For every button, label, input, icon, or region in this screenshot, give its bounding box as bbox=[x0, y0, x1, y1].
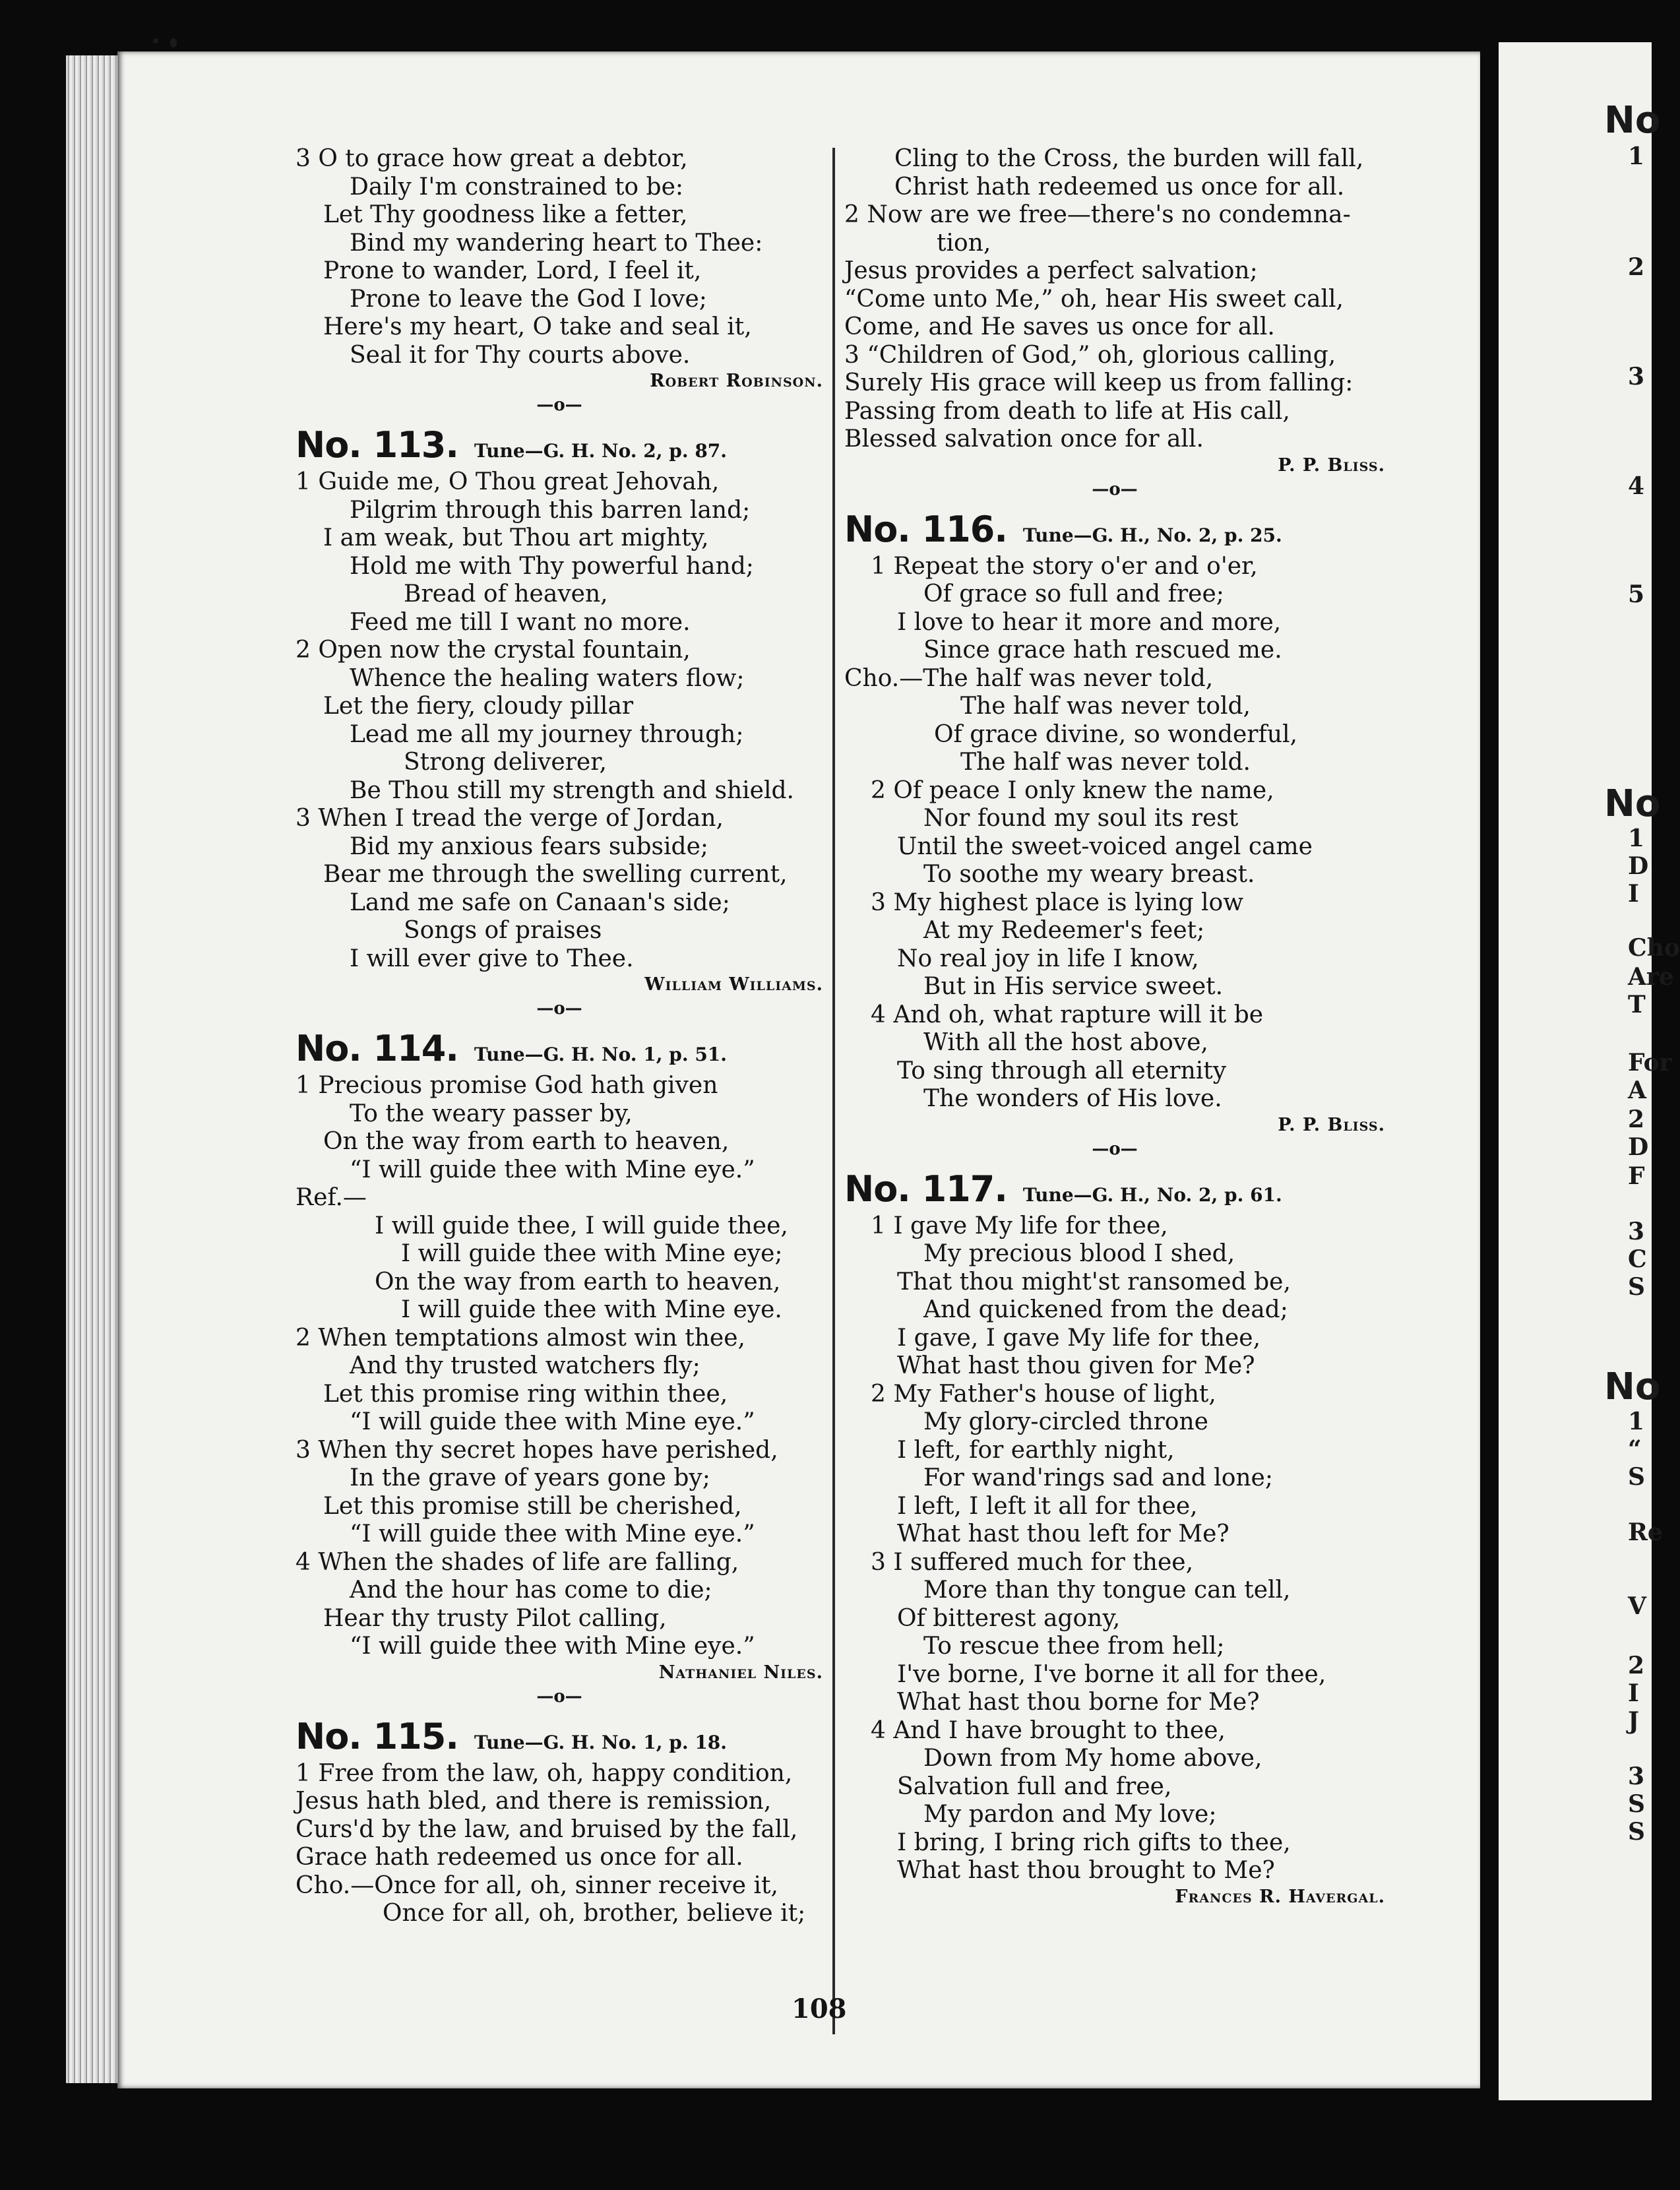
verse-line: I left, I left it all for thee, bbox=[897, 1492, 1198, 1520]
verse-line: What hast thou left for Me? bbox=[897, 1520, 1229, 1548]
hymn-heading bbox=[844, 509, 1385, 550]
verse-line: Ref.— bbox=[296, 1184, 367, 1211]
facing-page-text: 5 bbox=[1628, 580, 1645, 608]
facing-page-edge bbox=[1499, 42, 1680, 2100]
verse-line: Until the sweet-voiced angel came bbox=[897, 832, 1313, 860]
facing-page-text: No bbox=[1604, 782, 1661, 825]
verse-line: Whence the healing waters flow; bbox=[350, 664, 745, 692]
facing-page-text: V bbox=[1628, 1592, 1646, 1620]
verse-line: Jesus provides a perfect salvation; bbox=[844, 257, 1258, 284]
verse-line: 2 Now are we free—there's no condemna- bbox=[844, 201, 1351, 228]
hymn-heading bbox=[296, 424, 823, 466]
facing-page-text: I bbox=[1628, 880, 1639, 908]
verse-line: 2 Of peace I only knew the name, bbox=[871, 776, 1274, 804]
verse-line: Pilgrim through this barren land; bbox=[350, 496, 751, 524]
verse-line: 4 And oh, what rapture will it be bbox=[871, 1001, 1264, 1028]
facing-page-text: 3 bbox=[1628, 363, 1645, 391]
verse-line: Seal it for Thy courts above. bbox=[350, 341, 691, 369]
verse-line: Blessed salvation once for all. bbox=[844, 425, 1204, 453]
tune-reference: Tune—G. H. No. 1, p. 18. bbox=[474, 1731, 728, 1753]
verse-line: To soothe my weary breast. bbox=[923, 861, 1255, 888]
facing-page-text: 3 C bbox=[1628, 1218, 1647, 1273]
hymn-heading bbox=[296, 1716, 823, 1757]
verse-line: Bear me through the swelling current, bbox=[323, 861, 788, 888]
verse-line: Jesus hath bled, and there is remission, bbox=[296, 1788, 772, 1815]
verse-line: On the way from earth to heaven, bbox=[375, 1268, 781, 1296]
verse-line: I bring, I bring rich gifts to thee, bbox=[897, 1829, 1291, 1856]
verse-line: Cho.—The half was never told, bbox=[844, 664, 1214, 692]
verse-line: I am weak, but Thou art mighty, bbox=[323, 524, 709, 551]
verse-line: My pardon and My love; bbox=[923, 1801, 1217, 1828]
hymn-heading bbox=[844, 1168, 1385, 1210]
verse-line: 3 My highest place is lying low bbox=[871, 889, 1244, 916]
verse-line: Bread of heaven, bbox=[404, 580, 608, 608]
facing-page-text: S bbox=[1628, 1463, 1645, 1491]
facing-page-text: 1 bbox=[1628, 142, 1645, 170]
facing-page-text: J bbox=[1628, 1707, 1640, 1735]
verse-line: What hast thou given for Me? bbox=[897, 1352, 1255, 1379]
verse-line: I will guide thee with Mine eye. bbox=[401, 1296, 782, 1323]
facing-page-text: Cho bbox=[1628, 934, 1680, 962]
verse-line: 3 I suffered much for thee, bbox=[871, 1548, 1194, 1576]
right-column bbox=[844, 145, 1385, 1907]
verse-line: Come, and He saves us once for all. bbox=[844, 313, 1275, 340]
verse-line: “I will guide thee with Mine eye.” bbox=[350, 1156, 755, 1183]
page-edge-stack bbox=[66, 55, 123, 2083]
verse-line: Let this promise still be cherished, bbox=[323, 1492, 742, 1520]
hymn-author: P. P. Bliss. bbox=[1278, 454, 1385, 476]
verse-line: 3 When I tread the verge of Jordan, bbox=[296, 805, 724, 832]
hymn-author: P. P. Bliss. bbox=[1278, 1114, 1385, 1135]
verse-line: 2 When temptations almost win thee, bbox=[296, 1324, 745, 1352]
verse-line: 1 Guide me, O Thou great Jehovah, bbox=[296, 468, 720, 495]
verse-line: On the way from earth to heaven, bbox=[323, 1128, 730, 1155]
left-column bbox=[296, 145, 823, 1928]
verse-line: Once for all, oh, brother, believe it; bbox=[383, 1900, 806, 1927]
verse-line: Daily I'm constrained to be: bbox=[350, 173, 684, 201]
verse-line: “I will guide thee with Mine eye.” bbox=[350, 1520, 755, 1548]
verse-line: Bind my wandering heart to Thee: bbox=[350, 229, 763, 257]
verse-line: Nor found my soul its rest bbox=[923, 805, 1239, 832]
verse-line: For wand'rings sad and lone; bbox=[923, 1464, 1273, 1491]
hymn-author: Frances R. Havergal. bbox=[1175, 1886, 1385, 1907]
verse-line: To rescue thee from hell; bbox=[923, 1633, 1225, 1660]
facing-page-text: 1 D bbox=[1628, 825, 1649, 880]
hymn-separator: —o— bbox=[536, 999, 582, 1018]
speck bbox=[153, 38, 158, 44]
hymn-separator: —o— bbox=[536, 1686, 582, 1706]
verse-line: 3 O to grace how great a debtor, bbox=[296, 145, 688, 172]
hymn-number: No. 116. bbox=[844, 508, 1007, 550]
tune-reference: Tune—G. H., No. 2, p. 61. bbox=[1022, 1183, 1282, 1206]
verse-line: And quickened from the dead; bbox=[923, 1296, 1288, 1323]
facing-page-text: 2 bbox=[1628, 253, 1645, 281]
verse-line: What hast thou brought to Me? bbox=[897, 1857, 1275, 1884]
tune-reference: Tune—G. H. No. 2, p. 87. bbox=[474, 440, 728, 462]
facing-page-text: 2 I bbox=[1628, 1652, 1645, 1707]
hymn-separator: —o— bbox=[1092, 479, 1138, 499]
verse-line: 1 Precious promise God hath given bbox=[296, 1072, 718, 1099]
facing-page-text: 3 S bbox=[1628, 1763, 1645, 1818]
facing-page-text: A bbox=[1628, 1077, 1646, 1104]
verse-line: “I will guide thee with Mine eye.” bbox=[350, 1633, 755, 1660]
verse-line: tion, bbox=[937, 229, 991, 257]
verse-line: The wonders of His love. bbox=[923, 1085, 1222, 1112]
verse-line: Cho.—Once for all, oh, sinner receive it, bbox=[296, 1871, 778, 1899]
verse-line: And thy trusted watchers fly; bbox=[350, 1352, 700, 1379]
facing-page-text: Are bbox=[1628, 963, 1674, 991]
verse-line: No real joy in life I know, bbox=[897, 945, 1199, 972]
verse-line: I will guide thee, I will guide thee, bbox=[375, 1212, 788, 1239]
verse-line: 4 And I have brought to thee, bbox=[871, 1716, 1226, 1744]
facing-page-text: No bbox=[1604, 99, 1661, 142]
tune-reference: Tune—G. H., No. 2, p. 25. bbox=[1022, 524, 1282, 546]
verse-line: 3 “Children of God,” oh, glorious calling, bbox=[844, 341, 1336, 369]
verse-line: Prone to leave the God I love; bbox=[350, 285, 707, 313]
verse-line: Here's my heart, O take and seal it, bbox=[323, 313, 752, 340]
facing-page-text: Re bbox=[1628, 1518, 1663, 1546]
verse-line: In the grave of years gone by; bbox=[350, 1464, 710, 1491]
hymn-author: William Williams. bbox=[644, 974, 823, 995]
verse-line: Grace hath redeemed us once for all. bbox=[296, 1844, 743, 1871]
verse-line: Lead me all my journey through; bbox=[350, 720, 744, 748]
verse-line: What hast thou borne for Me? bbox=[897, 1689, 1260, 1716]
verse-line: Of grace divine, so wonderful, bbox=[934, 720, 1297, 748]
facing-page-text: S bbox=[1628, 1273, 1645, 1301]
verse-line: More than thy tongue can tell, bbox=[923, 1577, 1291, 1604]
facing-page-text: For bbox=[1628, 1049, 1672, 1077]
hymn-separator: —o— bbox=[1092, 1139, 1138, 1159]
verse-line: At my Redeemer's feet; bbox=[923, 917, 1205, 944]
facing-page-text: S bbox=[1628, 1818, 1645, 1846]
speck bbox=[170, 38, 177, 47]
verse-line: Let Thy goodness like a fetter, bbox=[323, 201, 688, 228]
column-divider bbox=[832, 148, 835, 2034]
verse-line: And the hour has come to die; bbox=[350, 1577, 712, 1604]
facing-page-text: F bbox=[1628, 1162, 1645, 1190]
verse-line: My glory-circled throne bbox=[923, 1408, 1208, 1435]
facing-page-text: 1 “ bbox=[1628, 1408, 1645, 1463]
verse-line: Of bitterest agony, bbox=[897, 1604, 1121, 1632]
verse-line: I gave, I gave My life for thee, bbox=[897, 1324, 1261, 1352]
verse-line: With all the host above, bbox=[923, 1029, 1208, 1056]
verse-line: 1 I gave My life for thee, bbox=[871, 1212, 1168, 1239]
verse-line: “Come unto Me,” oh, hear His sweet call, bbox=[844, 285, 1344, 313]
verse-line: I will ever give to Thee. bbox=[350, 945, 634, 972]
verse-line: Bid my anxious fears subside; bbox=[350, 832, 709, 860]
facing-page-text: 4 bbox=[1628, 472, 1645, 500]
verse-line: 3 When thy secret hopes have perished, bbox=[296, 1436, 778, 1464]
verse-line: Down from My home above, bbox=[923, 1745, 1262, 1772]
verse-line: Land me safe on Canaan's side; bbox=[350, 889, 730, 916]
verse-line: 2 Open now the crystal fountain, bbox=[296, 637, 691, 664]
verse-line: 4 When the shades of life are falling, bbox=[296, 1548, 739, 1576]
verse-line: The half was never told. bbox=[960, 749, 1251, 776]
verse-line: Hold me with Thy powerful hand; bbox=[350, 552, 754, 580]
verse-line: Let this promise ring within thee, bbox=[323, 1380, 728, 1408]
verse-line: The half was never told, bbox=[960, 693, 1251, 720]
verse-line: Since grace hath rescued me. bbox=[923, 637, 1282, 664]
verse-line: But in His service sweet. bbox=[923, 973, 1224, 1000]
verse-line: Be Thou still my strength and shield. bbox=[350, 776, 794, 804]
hymn-number: No. 114. bbox=[296, 1028, 458, 1069]
tune-reference: Tune—G. H. No. 1, p. 51. bbox=[474, 1044, 728, 1065]
page-number: 108 bbox=[792, 1993, 847, 2024]
verse-line: Cling to the Cross, the burden will fall, bbox=[894, 145, 1364, 172]
verse-line: 1 Repeat the story o'er and o'er, bbox=[871, 552, 1258, 580]
verse-line: To sing through all eternity bbox=[897, 1057, 1227, 1084]
facing-page-text: T bbox=[1628, 991, 1646, 1018]
hymn-number: No. 117. bbox=[844, 1168, 1007, 1210]
verse-line: Salvation full and free, bbox=[897, 1772, 1172, 1800]
verse-line: I've borne, I've borne it all for thee, bbox=[897, 1660, 1326, 1688]
verse-line: Surely His grace will keep us from falling: bbox=[844, 369, 1353, 396]
verse-line: Prone to wander, Lord, I feel it, bbox=[323, 257, 702, 284]
verse-line: Feed me till I want no more. bbox=[350, 608, 691, 636]
verse-line: Of grace so full and free; bbox=[923, 580, 1224, 608]
hymn-author: Robert Robinson. bbox=[650, 371, 823, 391]
verse-line: My precious blood I shed, bbox=[923, 1240, 1235, 1267]
facing-page-text: 2 D bbox=[1628, 1106, 1649, 1161]
verse-line: I will guide thee with Mine eye; bbox=[401, 1240, 783, 1267]
hymn-number: No. 115. bbox=[296, 1715, 458, 1757]
verse-line: That thou might'st ransomed be, bbox=[897, 1268, 1291, 1296]
verse-line: “I will guide thee with Mine eye.” bbox=[350, 1408, 755, 1435]
hymn-separator: —o— bbox=[536, 395, 582, 415]
facing-page-text: No bbox=[1604, 1365, 1661, 1408]
verse-line: Let the fiery, cloudy pillar bbox=[323, 693, 634, 720]
verse-line: Songs of praises bbox=[404, 917, 602, 944]
verse-line: Christ hath redeemed us once for all. bbox=[894, 173, 1345, 201]
hymn-heading bbox=[296, 1028, 823, 1069]
verse-line: Curs'd by the law, and bruised by the fall, bbox=[296, 1815, 798, 1843]
verse-line: Strong deliverer, bbox=[404, 749, 607, 776]
verse-line: I love to hear it more and more, bbox=[897, 608, 1282, 636]
verse-line: 2 My Father's house of light, bbox=[871, 1380, 1216, 1408]
verse-line: Hear thy trusty Pilot calling, bbox=[323, 1604, 667, 1632]
verse-line: 1 Free from the law, oh, happy condition, bbox=[296, 1759, 793, 1787]
hymn-author: Nathaniel Niles. bbox=[658, 1662, 823, 1683]
verse-line: To the weary passer by, bbox=[350, 1100, 633, 1127]
hymn-number: No. 113. bbox=[296, 424, 458, 466]
verse-line: Passing from death to life at His call, bbox=[844, 397, 1290, 425]
verse-line: I left, for earthly night, bbox=[897, 1436, 1175, 1464]
